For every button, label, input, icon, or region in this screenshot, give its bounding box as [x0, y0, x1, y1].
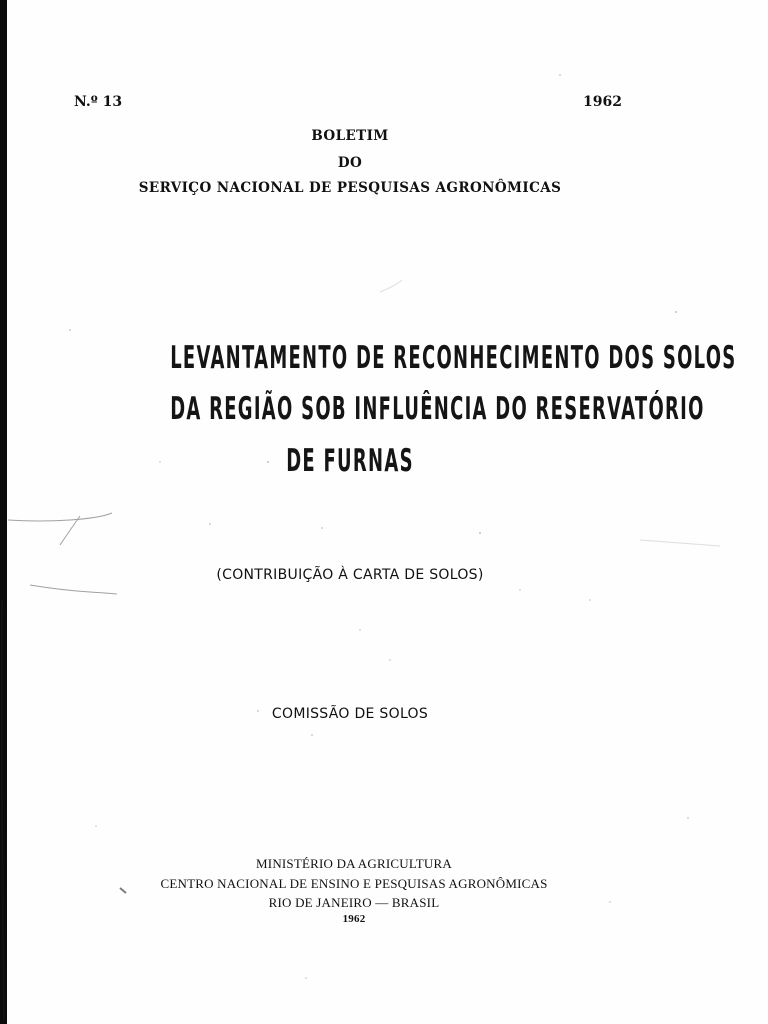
document-author: COMISSÃO DE SOLOS	[271, 706, 429, 722]
document-subtitle: (CONTRIBUIÇÃO À CARTA DE SOLOS)	[216, 567, 484, 583]
publication-year: 1962	[342, 913, 366, 925]
issue-number: N.º 13	[74, 94, 123, 110]
publisher-ministry: MINISTÉRIO DA AGRICULTURA	[256, 856, 452, 871]
bulletin-line: BOLETIM	[311, 128, 389, 144]
publisher-center: CENTRO NACIONAL DE ENSINO E PESQUISAS AGRONÔMICAS	[160, 876, 548, 891]
document-title-line: LEVANTAMENTO DE RECONHECIMENTO DOS SOLOS	[170, 340, 737, 376]
issue-year: 1962	[583, 94, 622, 110]
bulletin-line: DO	[337, 155, 363, 171]
publisher-location: RIO DE JANEIRO — BRASIL	[268, 895, 440, 910]
document-title-line: DE FURNAS	[286, 443, 414, 479]
bulletin-service-name: SERVIÇO NACIONAL DE PESQUISAS AGRONÔMICAS	[138, 180, 562, 196]
document-title-line: DA REGIÃO SOB INFLUÊNCIA DO RESERVATÓRIO	[170, 391, 705, 427]
